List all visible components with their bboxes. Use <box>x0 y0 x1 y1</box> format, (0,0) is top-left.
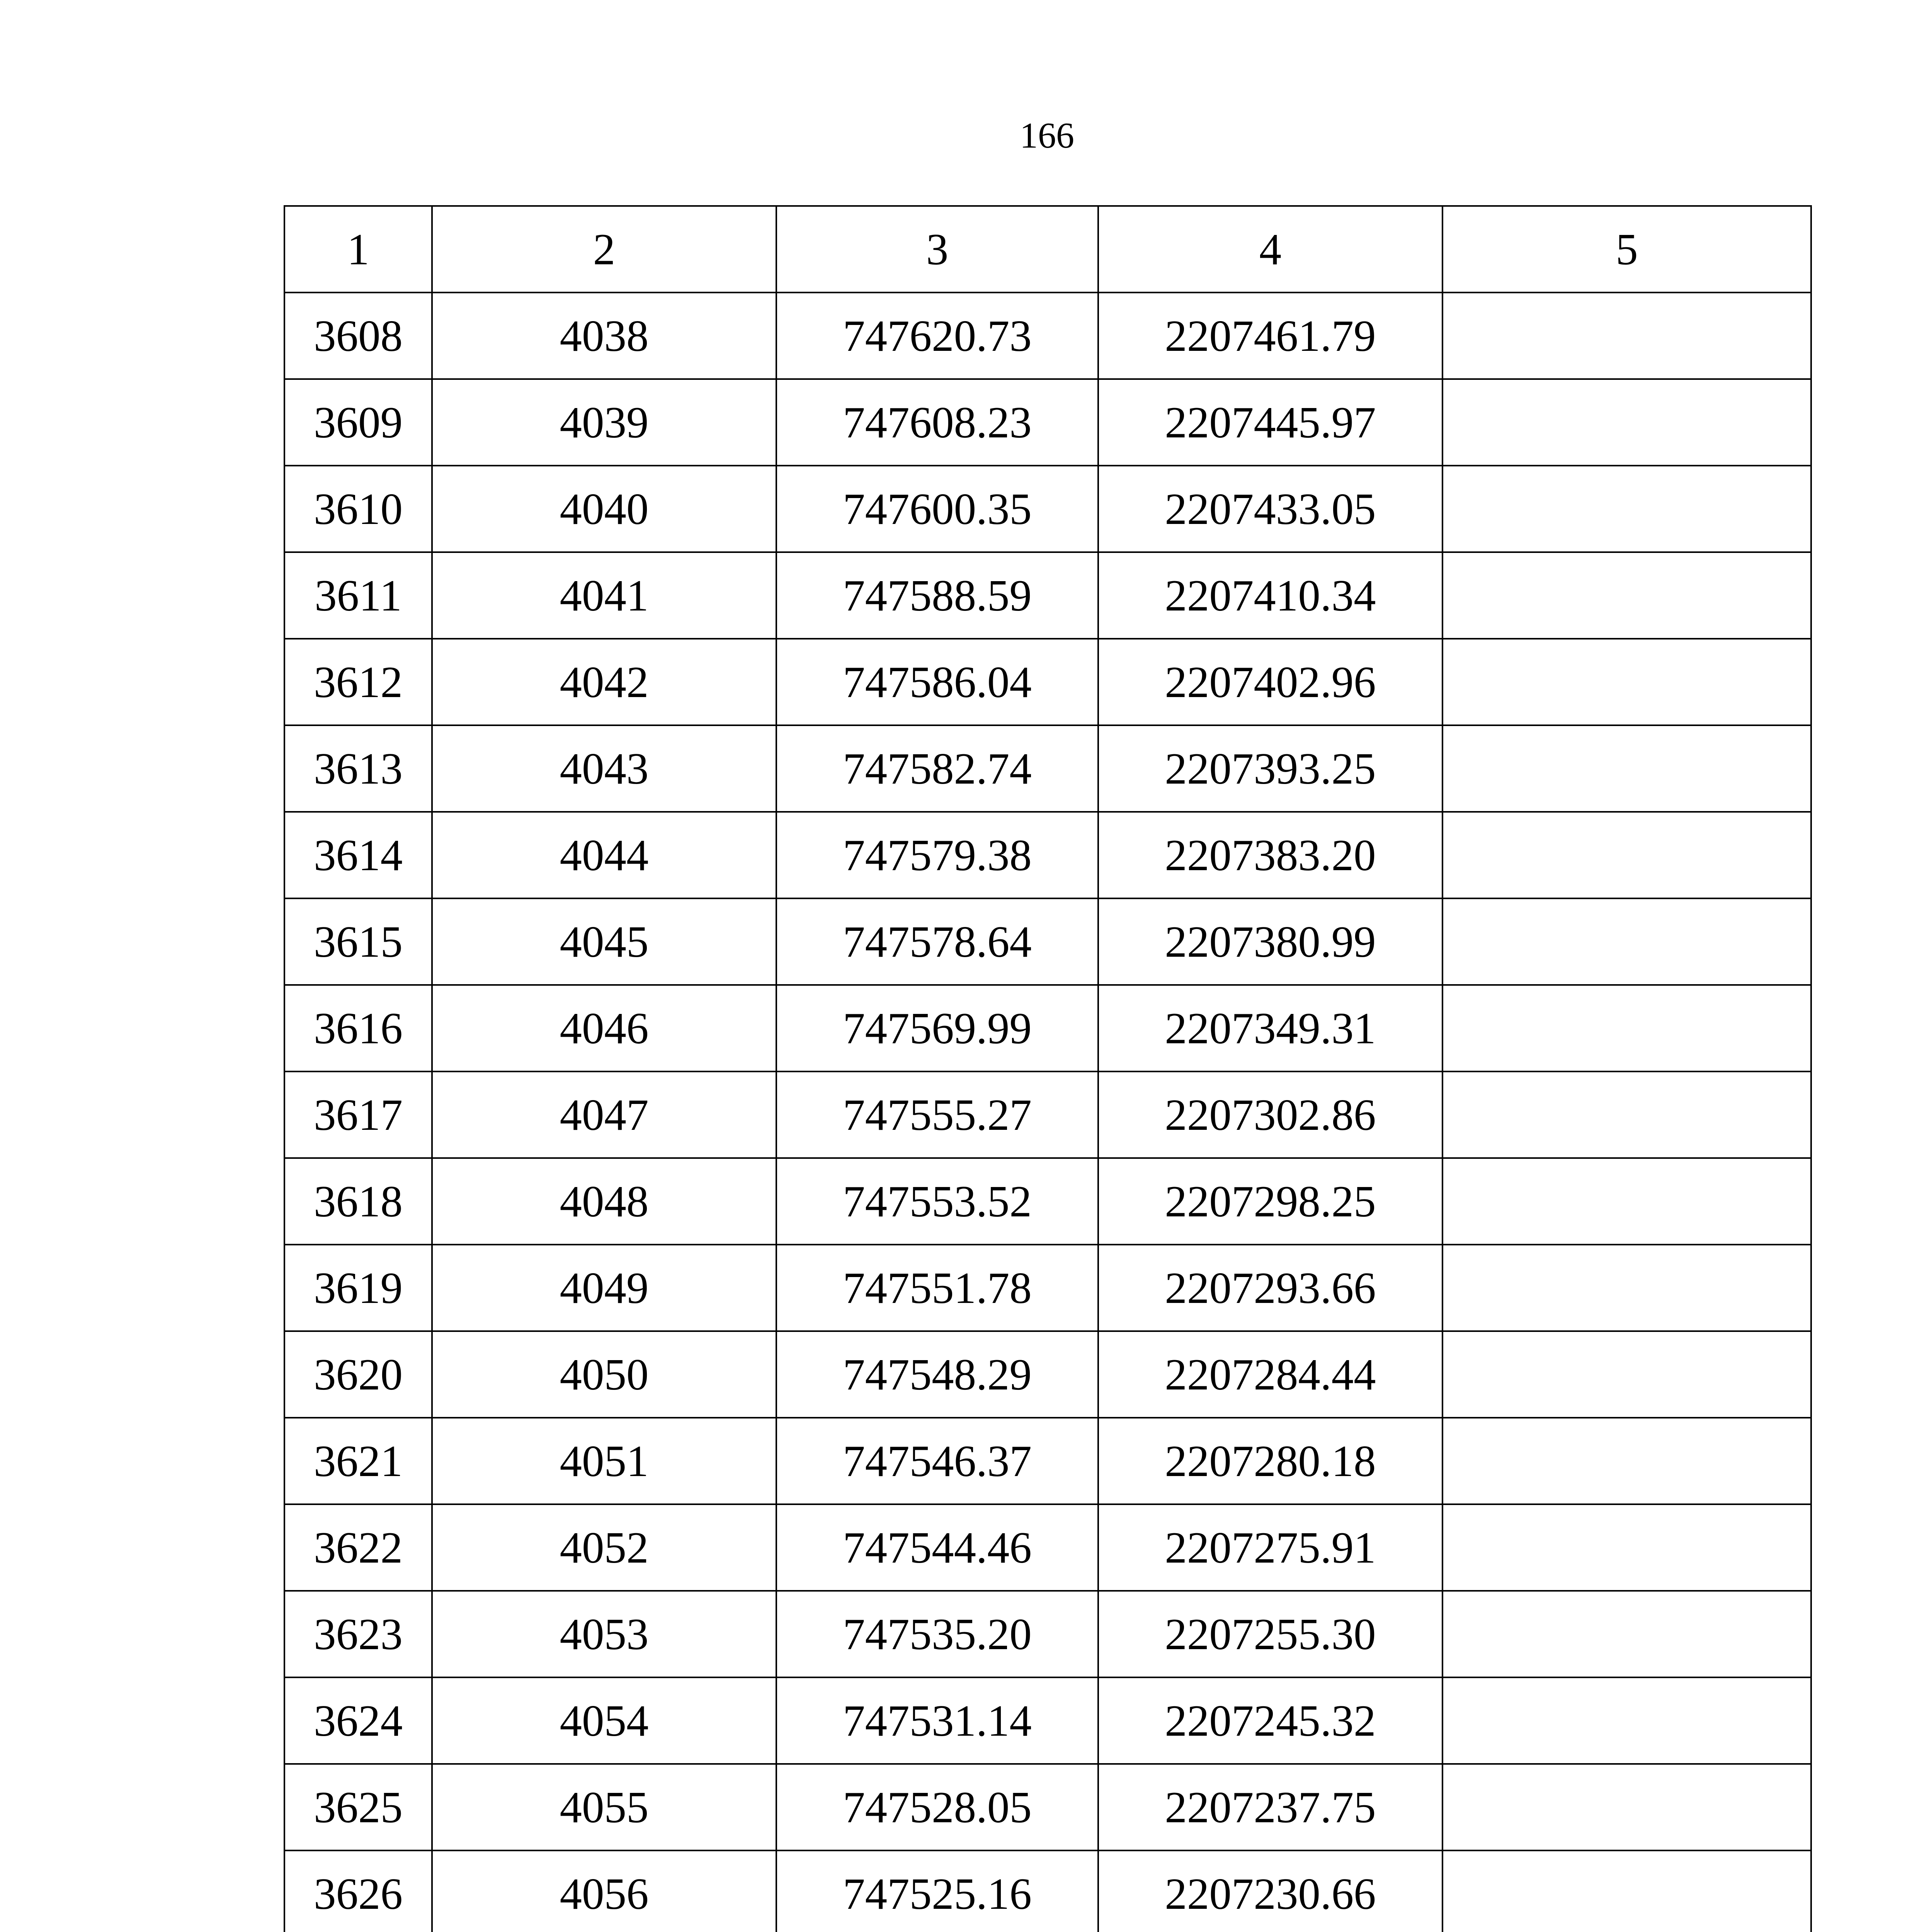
table-cell: 2207302.86 <box>1098 1071 1442 1158</box>
table-cell: 4047 <box>432 1071 776 1158</box>
table-cell: 747531.14 <box>776 1677 1098 1764</box>
table-row <box>284 1591 1811 1677</box>
table-cell: 4053 <box>432 1591 776 1677</box>
table-row <box>284 1158 1811 1245</box>
table-row <box>284 379 1811 466</box>
table-cell: 747569.99 <box>776 985 1098 1071</box>
table-cell: 3625 <box>284 1764 432 1850</box>
table-row <box>284 466 1811 552</box>
table-cell: 4052 <box>432 1504 776 1591</box>
table-row <box>284 898 1811 985</box>
table-cell: 3613 <box>284 725 432 812</box>
table-cell: 2207237.75 <box>1098 1764 1442 1850</box>
table-cell: 4049 <box>432 1245 776 1331</box>
table-cell: 2207284.44 <box>1098 1331 1442 1418</box>
table-cell: 3616 <box>284 985 432 1071</box>
header-cell: 5 <box>1442 206 1811 293</box>
table-cell: 3610 <box>284 466 432 552</box>
table-row <box>284 1850 1811 1932</box>
table-row <box>284 293 1811 379</box>
table-cell: 2207349.31 <box>1098 985 1442 1071</box>
table-cell <box>1442 1504 1811 1591</box>
table-cell <box>1442 1850 1811 1932</box>
table-cell: 2207380.99 <box>1098 898 1442 985</box>
table-cell: 4048 <box>432 1158 776 1245</box>
table-cell: 4042 <box>432 639 776 725</box>
table-cell: 2207245.32 <box>1098 1677 1442 1764</box>
table-cell: 4046 <box>432 985 776 1071</box>
table-cell: 747620.73 <box>776 293 1098 379</box>
table-row <box>284 1071 1811 1158</box>
table-cell: 2207275.91 <box>1098 1504 1442 1591</box>
table-cell <box>1442 1418 1811 1504</box>
table-cell <box>1442 639 1811 725</box>
header-cell: 3 <box>776 206 1098 293</box>
table-cell: 2207445.97 <box>1098 379 1442 466</box>
table-cell: 747586.04 <box>776 639 1098 725</box>
table-cell: 4041 <box>432 552 776 639</box>
table-cell: 3622 <box>284 1504 432 1591</box>
table-cell: 4038 <box>432 293 776 379</box>
table-row <box>284 725 1811 812</box>
table-cell: 2207433.05 <box>1098 466 1442 552</box>
table-cell: 2207298.25 <box>1098 1158 1442 1245</box>
table-cell: 747600.35 <box>776 466 1098 552</box>
table-cell: 3621 <box>284 1418 432 1504</box>
table-cell <box>1442 985 1811 1071</box>
table-cell: 3626 <box>284 1850 432 1932</box>
table-cell: 2207393.25 <box>1098 725 1442 812</box>
table-cell: 4045 <box>432 898 776 985</box>
header-cell: 4 <box>1098 206 1442 293</box>
table-cell: 2207293.66 <box>1098 1245 1442 1331</box>
table-cell: 4044 <box>432 812 776 898</box>
table-cell: 3615 <box>284 898 432 985</box>
table-cell: 3611 <box>284 552 432 639</box>
table-cell <box>1442 1677 1811 1764</box>
table-row <box>284 1677 1811 1764</box>
table-cell <box>1442 1245 1811 1331</box>
table-cell: 2207383.20 <box>1098 812 1442 898</box>
table-cell <box>1442 293 1811 379</box>
table-cell <box>1442 1331 1811 1418</box>
table-cell: 747553.52 <box>776 1158 1098 1245</box>
table-cell: 747544.46 <box>776 1504 1098 1591</box>
table-cell: 3614 <box>284 812 432 898</box>
table-cell: 3608 <box>284 293 432 379</box>
table-cell: 747588.59 <box>776 552 1098 639</box>
table-cell: 4056 <box>432 1850 776 1932</box>
table-cell: 3624 <box>284 1677 432 1764</box>
table-cell: 4043 <box>432 725 776 812</box>
coordinates-table <box>284 205 1812 1932</box>
header-row <box>284 206 1811 293</box>
table-cell: 4051 <box>432 1418 776 1504</box>
table-cell: 2207461.79 <box>1098 293 1442 379</box>
header-cell: 1 <box>284 206 432 293</box>
table-cell: 3609 <box>284 379 432 466</box>
table-cell: 4040 <box>432 466 776 552</box>
table-cell: 747578.64 <box>776 898 1098 985</box>
table-cell <box>1442 1764 1811 1850</box>
table-cell: 747535.20 <box>776 1591 1098 1677</box>
table-cell: 747582.74 <box>776 725 1098 812</box>
table-cell: 2207280.18 <box>1098 1418 1442 1504</box>
page-number: 166 <box>1020 116 1074 156</box>
table-row <box>284 1418 1811 1504</box>
table-row <box>284 812 1811 898</box>
table-cell: 2207230.66 <box>1098 1850 1442 1932</box>
table-cell <box>1442 552 1811 639</box>
table-cell: 3619 <box>284 1245 432 1331</box>
table-cell <box>1442 379 1811 466</box>
table-cell: 4054 <box>432 1677 776 1764</box>
table-cell <box>1442 812 1811 898</box>
table-body <box>284 206 1811 1932</box>
table-cell <box>1442 1158 1811 1245</box>
table-cell: 747525.16 <box>776 1850 1098 1932</box>
table-cell: 3618 <box>284 1158 432 1245</box>
table-cell: 747546.37 <box>776 1418 1098 1504</box>
table-cell: 3617 <box>284 1071 432 1158</box>
table-cell <box>1442 1591 1811 1677</box>
table-cell: 3620 <box>284 1331 432 1418</box>
table-cell: 4050 <box>432 1331 776 1418</box>
table-row <box>284 1331 1811 1418</box>
table-cell <box>1442 725 1811 812</box>
table-row <box>284 1245 1811 1331</box>
table-cell: 4039 <box>432 379 776 466</box>
header-cell: 2 <box>432 206 776 293</box>
table-row <box>284 552 1811 639</box>
table-row <box>284 985 1811 1071</box>
table-cell: 3623 <box>284 1591 432 1677</box>
table-cell <box>1442 1071 1811 1158</box>
table-cell: 747608.23 <box>776 379 1098 466</box>
table-cell: 747579.38 <box>776 812 1098 898</box>
table-cell: 747551.78 <box>776 1245 1098 1331</box>
table-row <box>284 1764 1811 1850</box>
table-cell: 2207410.34 <box>1098 552 1442 639</box>
table-cell: 747528.05 <box>776 1764 1098 1850</box>
table-row <box>284 1504 1811 1591</box>
table-cell <box>1442 898 1811 985</box>
table-cell: 2207402.96 <box>1098 639 1442 725</box>
table-cell: 2207255.30 <box>1098 1591 1442 1677</box>
table-cell: 747548.29 <box>776 1331 1098 1418</box>
table-cell: 747555.27 <box>776 1071 1098 1158</box>
table-cell: 3612 <box>284 639 432 725</box>
table-row <box>284 639 1811 725</box>
table-cell <box>1442 466 1811 552</box>
table-cell: 4055 <box>432 1764 776 1850</box>
